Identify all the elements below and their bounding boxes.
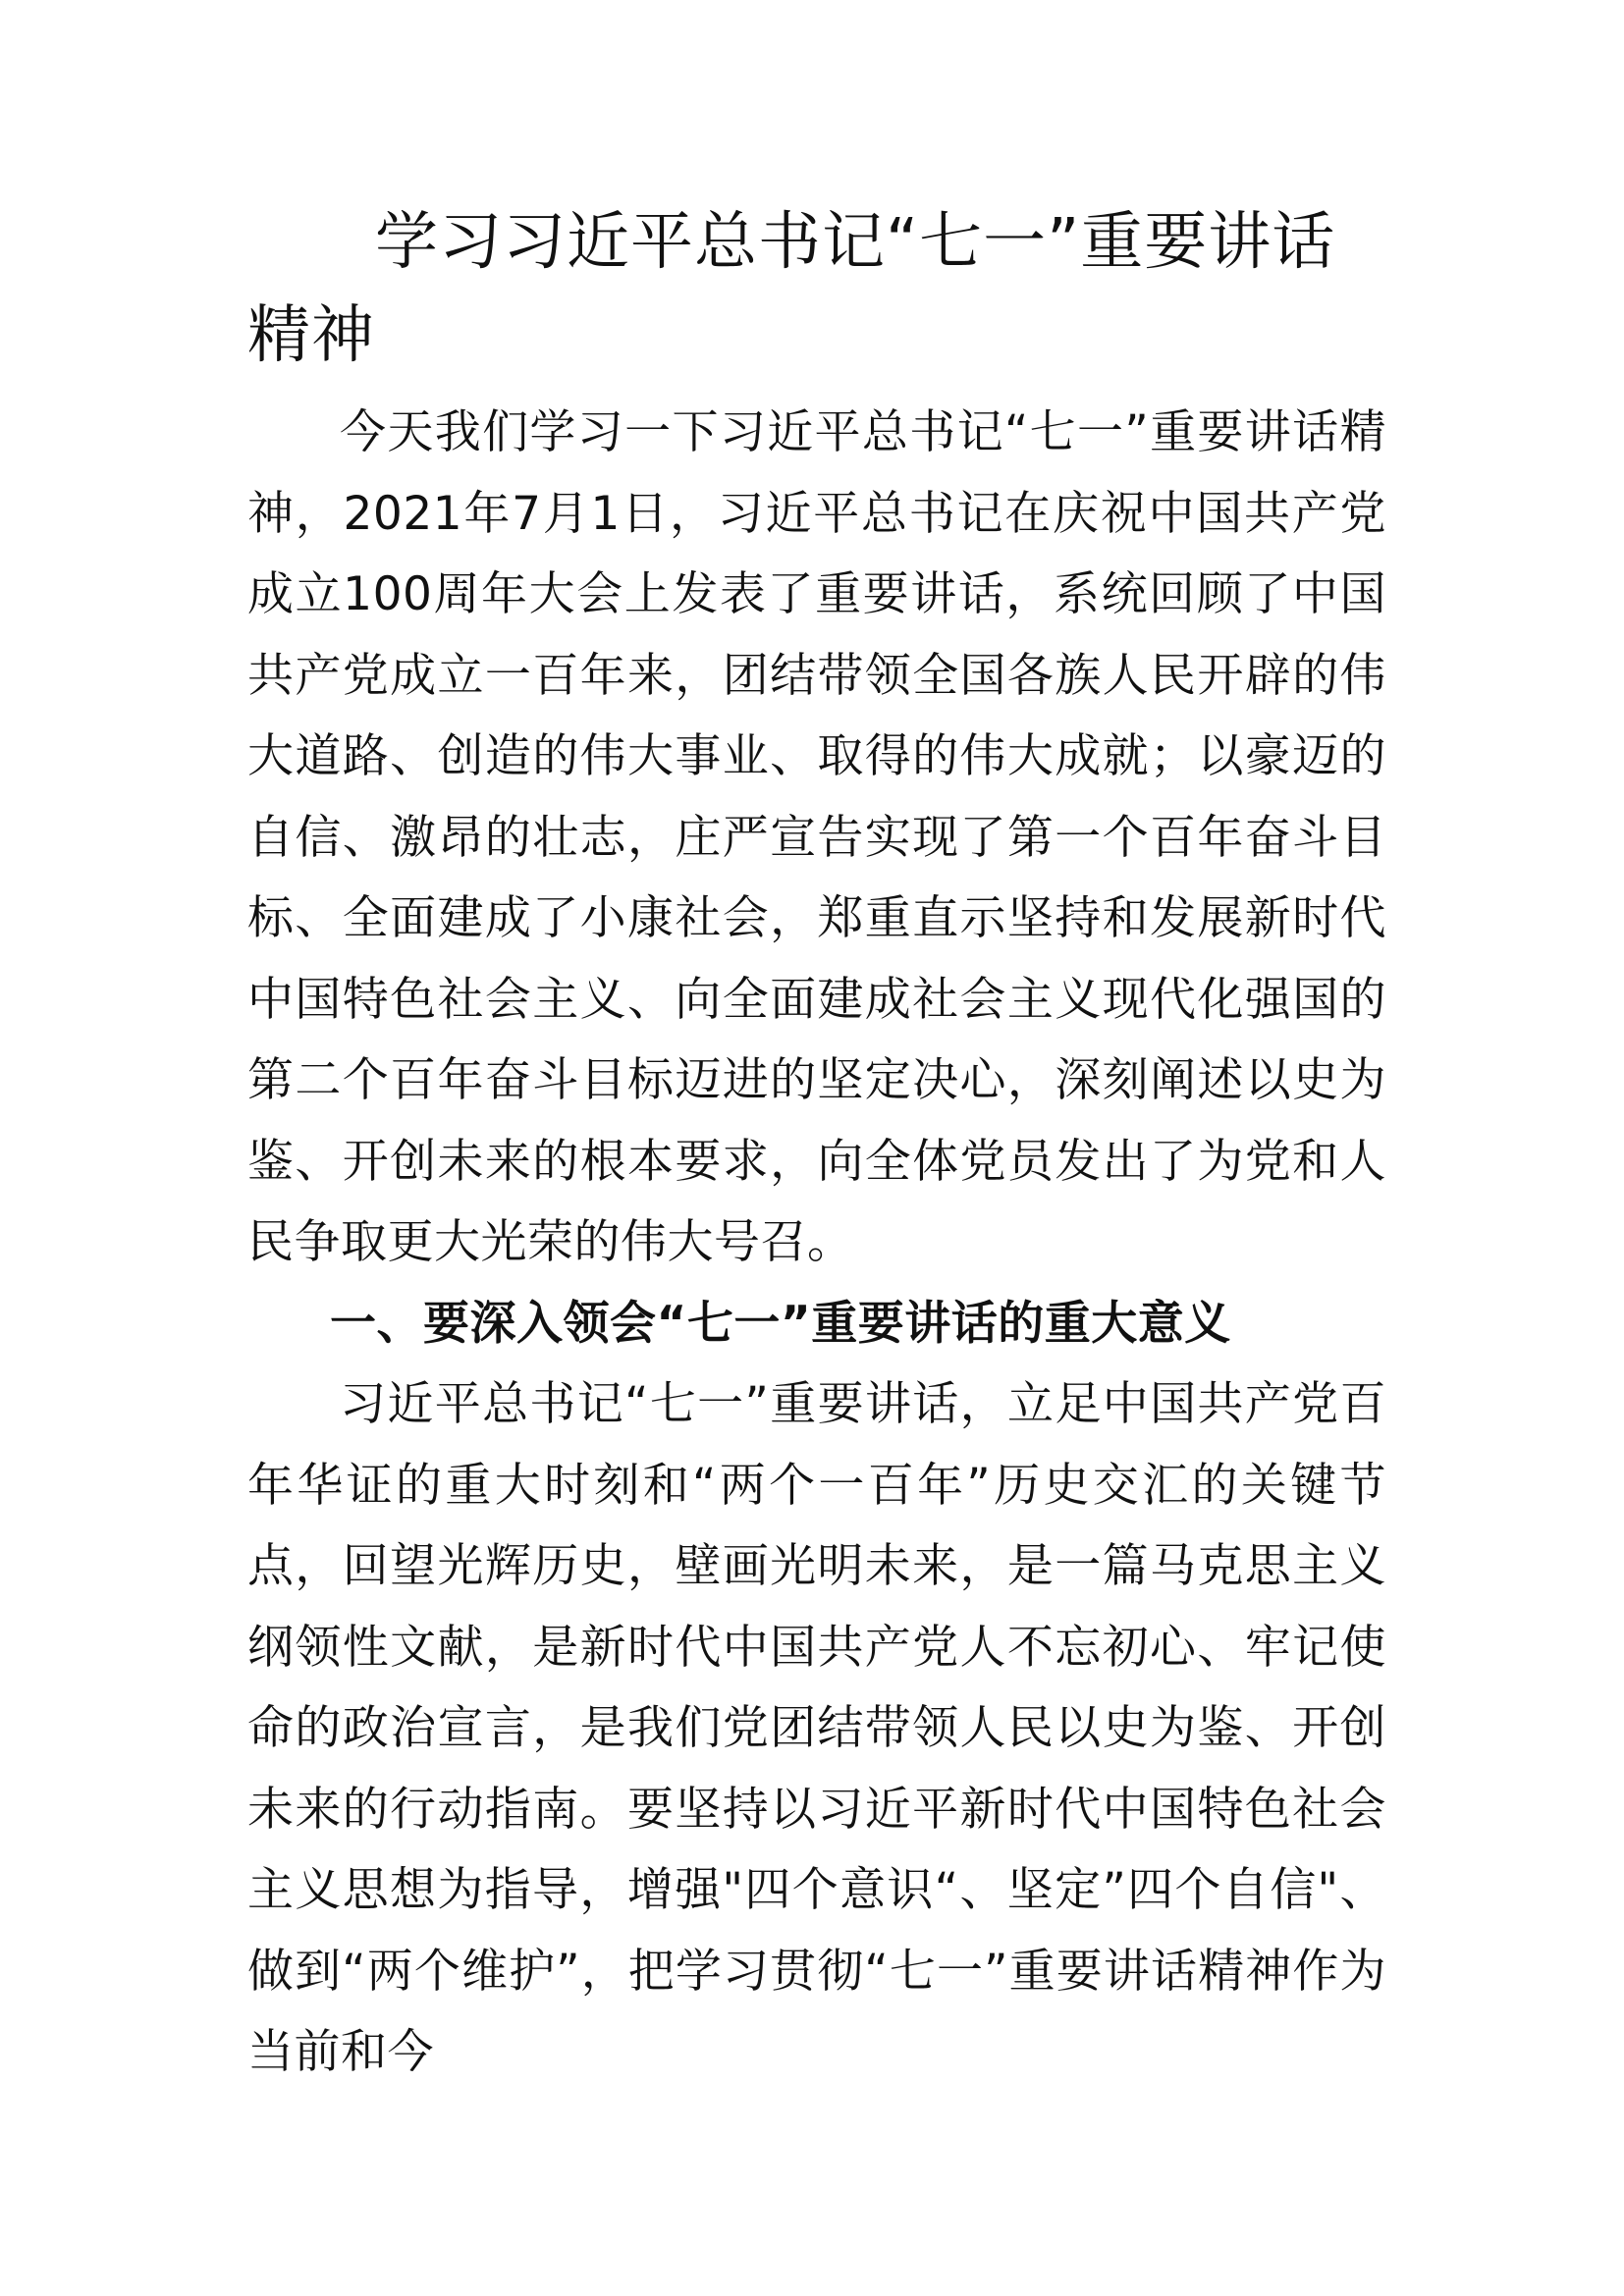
document-title: 学习习近平总书记“七一”重要讲话精神 (247, 206, 1336, 372)
section-heading: 一、要深入领会“七一”重要讲话的重大意义 (330, 1296, 1231, 1351)
section-paragraph: 习近平总书记“七一”重要讲话，立足中国共产党百年华证的重大时刻和“两个一百年”历史交汇的关键节点，回望光辉历史，壁画光明未来，是一篇马克思主义纲领性文献，是新时代中国共产党人不忘初心、牢记使命的政治宣言，是我们党团结带领人民以史为鉴、开创未来的行动指南。要坚持以习近平新时代中国特色社会主义思想为指导，增强"四个意识“、坚定”四个自信"、做到“两个维护”，把学习贯彻“七一”重要讲话精神作为当前和今 (247, 1377, 1386, 2079)
document-page (247, 196, 1386, 2094)
intro-paragraph: 今天我们学习一下习近平总书记“七一”重要讲话精神，2021年7月1日，习近平总书记在庆祝中国共产党成立100周年大会上发表了重要讲话，系统回顾了中国共产党成立一百年来，团结带领全国各族人民开辟的伟大道路、创造的伟大事业、取得的伟大成就；以豪迈的自信、激昂的壮志，庄严宣告实现了第一个百年奋斗目标、全面建成了小康社会，郑重直示坚持和发展新时代中国特色社会主义、向全面建成社会主义现代化强国的第二个百年奋斗目标迈进的坚定决心，深刻阐述以史为鉴、开创未来的根本要求，向全体党员发出了为党和人民争取更大光荣的伟大号召。 (247, 405, 1386, 1269)
